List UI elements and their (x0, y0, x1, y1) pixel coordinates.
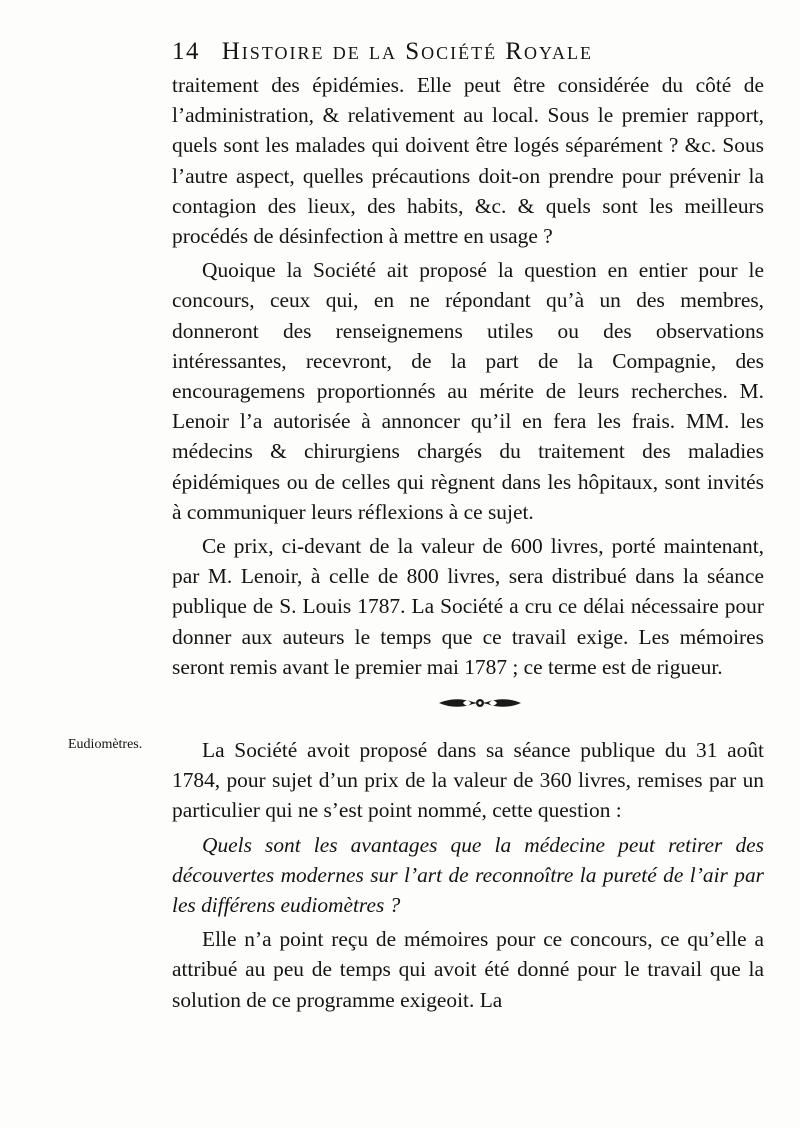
paragraph-no-memoires: Elle n’a point reçu de mémoires pour ce concours, ce qu’elle a attribué au peu de temps qui avoit été donné pour le travail que la solution de ce programme exigeoit. La (172, 927, 764, 1012)
body-text-section-2 (172, 735, 764, 1019)
paragraph-question-text: Quels sont les avantages que la médecine peut retirer des découvertes modernes sur l’art de reconnoître la pureté de l’air par les différens eudiomètres ? (172, 832, 764, 918)
paragraph-concours: Quoique la Société ait proposé la question en entier pour le concours, ceux qui, en ne répondant qu’à un des membres, donneront des renseignemens utiles ou des observations intéressantes, recevront, de la part de la Compagnie, des encouragemens proportionnés au mérite de leurs recherches. M. Lenoir l’a autorisée à annoncer qu’il en fera les frais. MM. les médecins & chirurgiens chargés du traitement des maladies épidémiques ou de celles qui règnent dans les hôpitaux, sont invités à communiquer leurs réflexions à ce sujet. (172, 258, 764, 524)
paragraph-continuation: traitement des épidémies. Elle peut être considérée du côté de l’administration, & relativement au local. Sous le premier rapport, quels sont les malades qui doivent être logés séparément ? &c. Sous l’autre aspect, quelles précautions doit-on prendre pour prévenir la contagion des lieux, des habits, &c. & quels sont les meilleurs procédés de désinfection à mettre en usage ? (172, 73, 764, 249)
body-text-section-1 (172, 70, 764, 686)
running-title: Histoire de la Société Royale (221, 38, 594, 65)
running-head (172, 36, 772, 68)
margin-note-eudiometres: Eudiomètres. (68, 737, 143, 752)
paragraph-question-intro: La Société avoit proposé dans sa séance publique du 31 août 1784, pour sujet d’un prix de la valeur de 360 livres, remises par un particulier qui ne s’est point nommé, cette question : (172, 738, 764, 823)
page-number: 14 (172, 38, 200, 65)
printers-ornament-icon (435, 692, 525, 714)
paragraph-prix: Ce prix, ci-devant de la valeur de 600 livres, porté maintenant, par M. Lenoir, à celle de 800 livres, sera distribué dans la séance publique de S. Louis 1787. La Société a cru ce délai nécessaire pour donner aux auteurs le temps que ce travail exige. Les mémoires seront remis avant le premier mai 1787 ; ce terme est de rigueur. (172, 534, 764, 679)
